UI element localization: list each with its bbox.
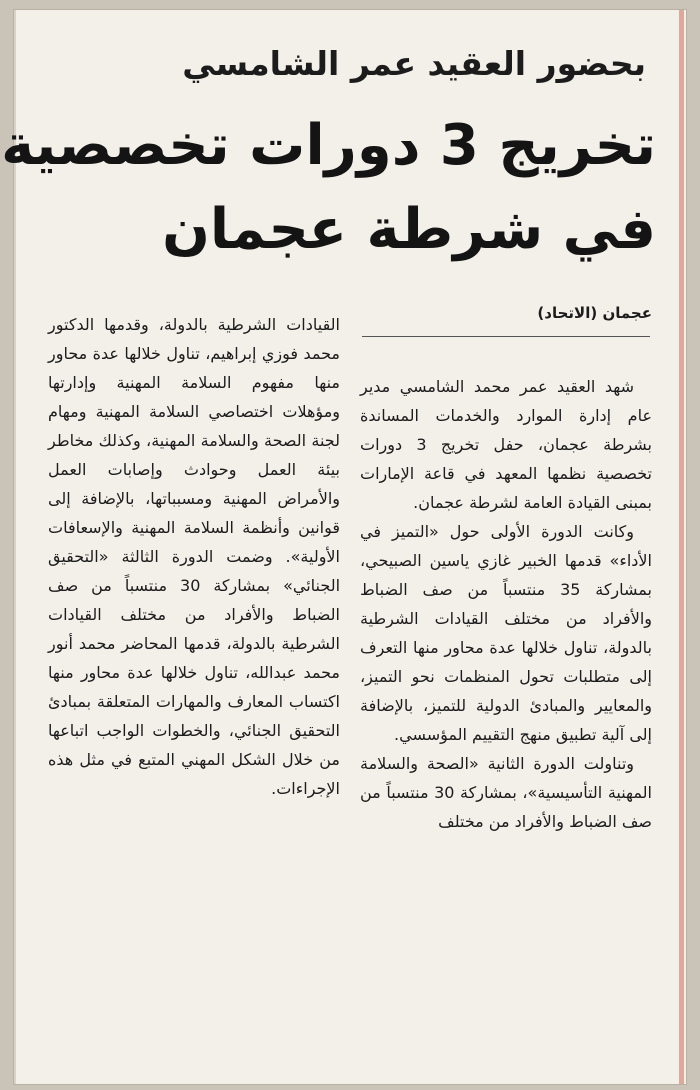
article-byline: عجمان (الاتحاد) (537, 304, 652, 322)
article-column-right (360, 372, 652, 836)
article-headline (1, 104, 656, 272)
byline-divider (362, 336, 650, 337)
headline-line-2: في شرطة عجمان (162, 197, 656, 262)
article-column-left (48, 310, 340, 803)
clipping-edge (679, 10, 684, 1084)
newspaper-clipping (1, 10, 686, 1084)
paragraph: شهد العقيد عمر محمد الشامسي مدير عام إدارة الموارد والخدمات المساندة بشرطة عجمان، حفل تخريج 3 دورات تخصصية نظمها المعهد في قاعة الإمارات بمبنى القيادة العامة لشرطة عجمان. (360, 377, 652, 512)
headline-line-1: تخريج 3 دورات تخصصية (1, 113, 656, 178)
article-kicker: بحضور العقيد عمر الشامسي (182, 44, 646, 83)
paragraph: وكانت الدورة الأولى حول «التميز في الأداء» قدمها الخبير غازي ياسين الصبيحي، بمشاركة 35 منتسباً من صف الضباط والأفراد من مختلف القيادات الشرطية بالدولة، تناول خلالها عدة محاور منها التعرف إلى متطلبات تحول المنظمات نحو التميز، والمعايير والمبادئ الدولية للتميز، بالإضافة إلى آلية تطبيق منهج التقييم المؤسسي. (360, 522, 653, 744)
paragraph: وتناولت الدورة الثانية «الصحة والسلامة المهنية التأسيسية»، بمشاركة 30 منتسباً من صف الضباط والأفراد من مختلف (360, 754, 652, 831)
paragraph: القيادات الشرطية بالدولة، وقدمها الدكتور محمد فوزي إبراهيم، تناول خلالها عدة محاور منها مفهوم السلامة المهنية وإدارتها ومؤهلات اختصاصي السلامة المهنية ومهام لجنة الصحة والسلامة المهنية، وكذلك مخاطر بيئة العمل وحوادث وإصابات العمل والأمراض المهنية ومسبباتها، بالإضافة إلى قوانين وأنظمة السلامة المهنية والإسعافات الأولية». وضمت الدورة الثالثة «التحقيق الجنائي» بمشاركة 30 منتسباً من صف الضباط والأفراد من مختلف القيادات الشرطية بالدولة، قدمها المحاضر محمد أنور محمد عبدالله، تناول خلالها عدة محاور منها اكتساب المعارف والمهارات المتعلقة بمبادئ التحقيق الجنائي، والخطوات الواجب اتباعها من خلال الشكل المهني المتبع في مثل هذه الإجراءات. (48, 315, 341, 798)
